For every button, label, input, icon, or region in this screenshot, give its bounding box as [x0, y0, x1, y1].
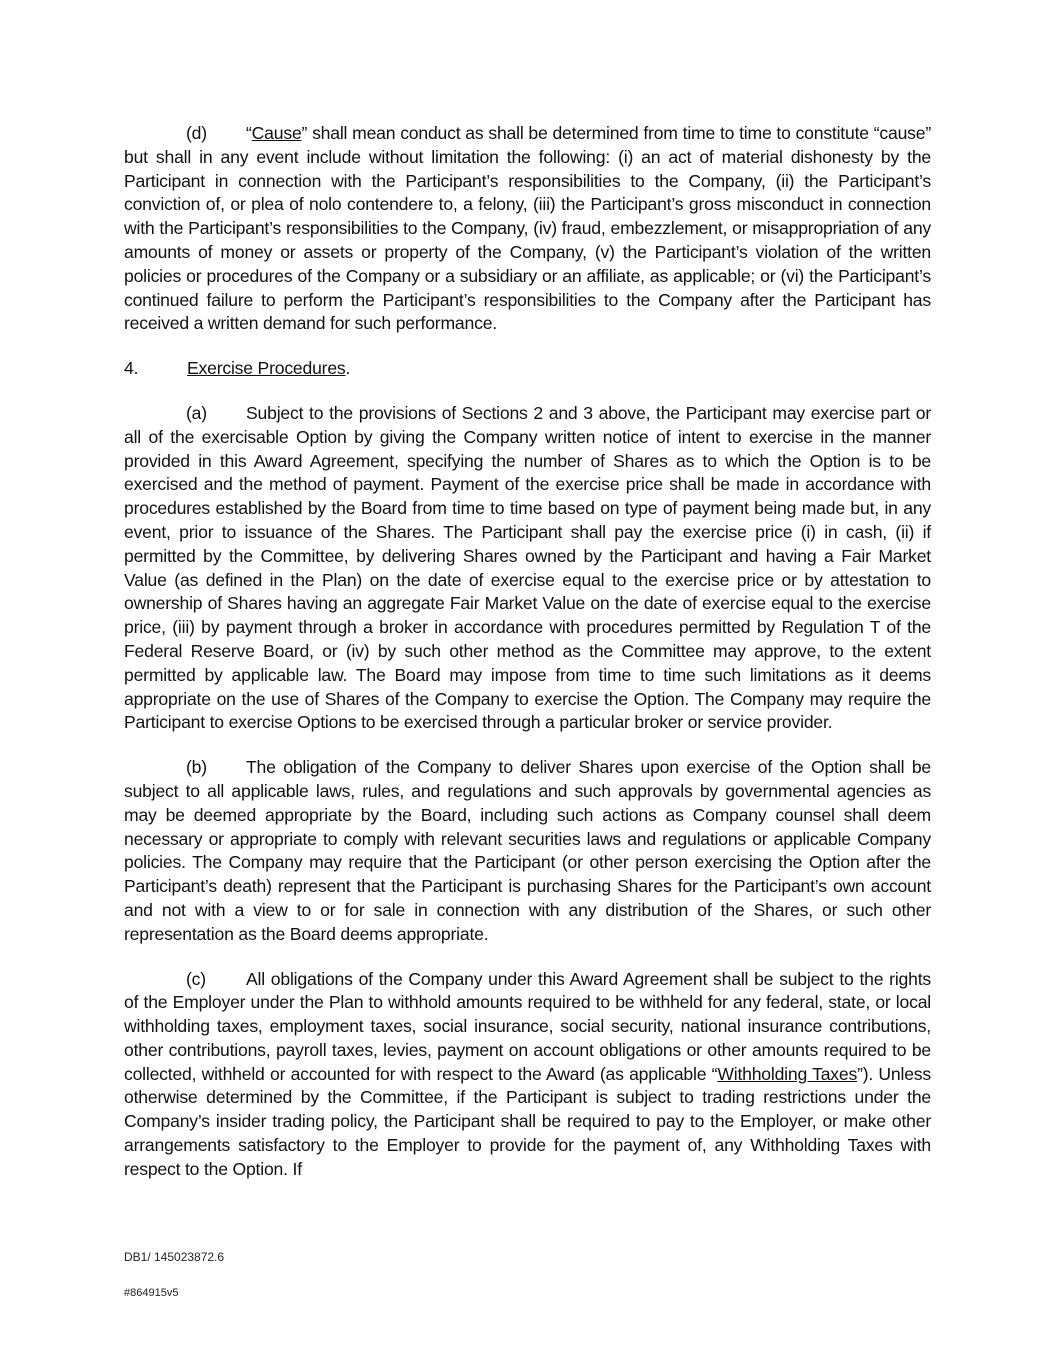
section-4-heading: [124, 357, 931, 381]
defined-term-withholding-taxes: Withholding Taxes: [717, 1063, 858, 1084]
section-d-label: (d): [186, 123, 207, 143]
section-4-number: 4.: [124, 358, 139, 379]
paragraph-b: [124, 756, 931, 946]
section-4-title-end: .: [345, 358, 351, 379]
paragraph-a-label: (a): [186, 402, 207, 423]
defined-term-cause: Cause: [251, 123, 302, 143]
paragraph-b-text: The obligation of the Company to deliver Shares upon exercise of the Option shall be subject to all applicable laws, rules, and regulations and such approvals by governmental agencies as may be deemed appropriate by the Board, including such actions as Company counsel shall deem necessary or appropriate to comply with relevant securities laws and regulations or applicable Company policies. The Company may require that the Participant (or other person exercising the Option after the Participant’s death) represent that the Participant is purchasing Shares for the Participant’s own account and not with a view to or for sale in connection with any distribution of the Shares, or such other representation as the Board deems appropriate.: [124, 757, 931, 944]
section-d-paragraph: [124, 122, 931, 336]
section-4-title: Exercise Procedures: [187, 358, 346, 379]
paragraph-a: [124, 402, 931, 735]
paragraph-c: [124, 968, 931, 1182]
footer-version: #864915v5: [124, 1287, 179, 1299]
footer-doc-id: DB1/ 145023872.6: [124, 1250, 225, 1264]
paragraph-c-label: (c): [186, 968, 206, 989]
section-d-quote-open: “: [246, 123, 252, 143]
paragraph-c-text-before: All obligations of the Company under this Award Agreement shall be subject to the rights of the Employer under the Plan to withhold amounts required to be withheld for any federal, state, or local withholding taxes, employment taxes, social insurance, social security, national insurance contributions, other contributions, payroll taxes, levies, payment on account obligations or other amounts required to be collected, withheld or accounted for with respect to the Award (as applicable “: [124, 968, 931, 1084]
document-body: [124, 122, 931, 1182]
paragraph-a-text: Subject to the provisions of Sections 2 and 3 above, the Participant may exercise part or all of the exercisable Option by giving the Company written notice of intent to exercise in the manner provided in this Award Agreement, specifying the number of Shares as to which the Option is to be exercised and the method of payment. Payment of the exercise price shall be made in accordance with procedures established by the Board from time to time based on type of payment being made but, in any event, prior to issuance of the Shares. The Participant shall pay the exercise price (i) in cash, (ii) if permitted by the Committee, by delivering Shares owned by the Participant and having a Fair Market Value (as defined in the Plan) on the date of exercise equal to the exercise price or by attestation to ownership of Shares having an aggregate Fair Market Value on the date of exercise equal to the exercise price, (iii) by payment through a broker in accordance with procedures permitted by Regulation T of the Federal Reserve Board, or (iv) by such other method as the Committee may approve, to the extent permitted by applicable law. The Board may impose from time to time such limitations as it deems appropriate on the use of Shares of the Company to exercise the Option. The Company may require the Participant to exercise Options to be exercised through a particular broker or service provider.: [124, 402, 931, 733]
paragraph-b-label: (b): [186, 757, 207, 778]
section-d-text: ” shall mean conduct as shall be determined from time to time to constitute “cause” but shall in any event include without limitation the following: (i) an act of material dishonesty by the Participant in connection with the Participant’s responsibilities to the Company, (ii) the Participant’s conviction of, or plea of nolo contendere to, a felony, (iii) the Participant’s gross misconduct in connection with the Participant’s responsibilities to the Company, (iv) fraud, embezzlement, or misappropriation of any amounts of money or assets or property of the Company, (v) the Participant’s violation of the written policies or procedures of the Company or a subsidiary or an affiliate, as applicable; or (vi) the Participant’s continued failure to perform the Participant’s responsibilities to the Company after the Participant has received a written demand for such performance.: [124, 123, 931, 334]
paragraph-c-text-after: ”). Unless otherwise determined by the Committee, if the Participant is subject to trading restrictions under the Company’s insider trading policy, the Participant shall be required to pay to the Employer, or make other arrangements satisfactory to the Employer to provide for the payment of, any Withholding Taxes with respect to the Option. If: [124, 1063, 932, 1179]
